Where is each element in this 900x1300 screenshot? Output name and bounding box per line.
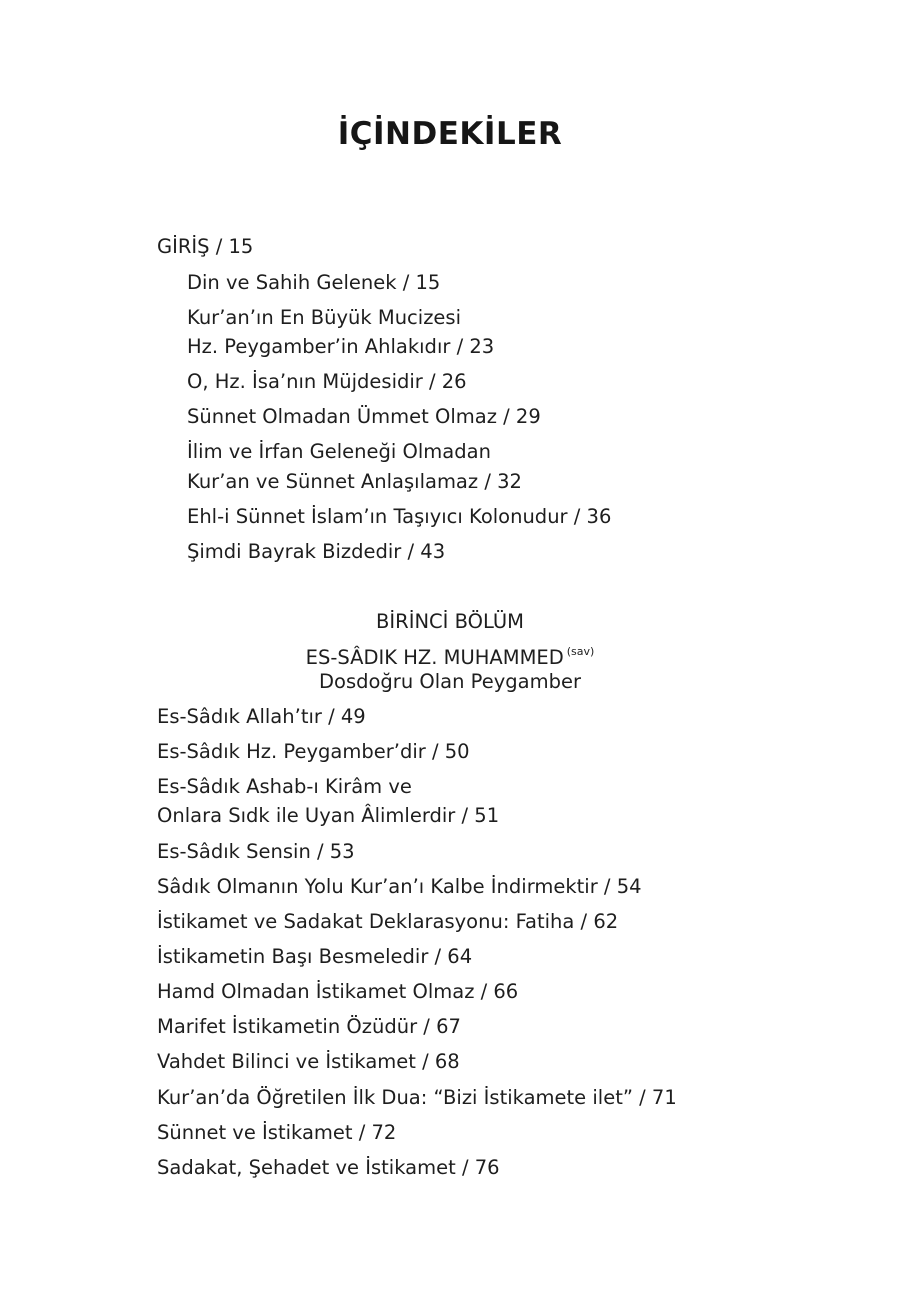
toc-item: Hz. Peygamber’in Ahlakıdır / 23 — [187, 335, 495, 358]
toc-item: O, Hz. İsa’nın Müjdesidir / 26 — [187, 370, 467, 393]
toc-item: Sâdık Olmanın Yolu Kur’an’ı Kalbe İndirmektir / 54 — [157, 875, 642, 898]
part-subtitle: Dosdoğru Olan Peygamber — [319, 670, 581, 693]
toc-item: Es-Sâdık Hz. Peygamber’dir / 50 — [157, 740, 470, 763]
toc-item: Şimdi Bayrak Bizdedir / 43 — [187, 540, 446, 563]
toc-item: İstikametin Başı Besmeledir / 64 — [157, 945, 473, 968]
toc-item: Kur’an’da Öğretilen İlk Dua: “Bizi İstikamete ilet” / 71 — [157, 1086, 677, 1109]
part-title-superscript: (sav) — [566, 645, 595, 658]
toc-item: Marifet İstikametin Özüdür / 67 — [157, 1015, 461, 1038]
toc-item: Din ve Sahih Gelenek / 15 — [187, 271, 441, 294]
toc-item: Es-Sâdık Allah’tır / 49 — [157, 705, 366, 728]
toc-item: Onlara Sıdk ile Uyan Âlimlerdir / 51 — [157, 804, 500, 827]
toc-item: Es-Sâdık Ashab-ı Kirâm ve — [157, 775, 412, 798]
part-label: BİRİNCİ BÖLÜM — [376, 610, 524, 633]
toc-item: Hamd Olmadan İstikamet Olmaz / 66 — [157, 980, 519, 1003]
toc-item: Kur’an ve Sünnet Anlaşılamaz / 32 — [187, 470, 522, 493]
toc-item: Vahdet Bilinci ve İstikamet / 68 — [157, 1050, 460, 1073]
toc-item: İlim ve İrfan Geleneği Olmadan — [187, 440, 491, 463]
part-title-text: ES-SÂDIK HZ. MUHAMMED — [305, 646, 564, 669]
toc-item: Ehl-i Sünnet İslam’ın Taşıyıcı Kolonudur / 36 — [187, 505, 612, 528]
toc-item: İstikamet ve Sadakat Deklarasyonu: Fatiha / 62 — [157, 910, 619, 933]
toc-heading-intro: GİRİŞ / 15 — [157, 235, 254, 258]
page-title: İÇİNDEKİLER — [337, 116, 563, 152]
toc-item: Kur’an’ın En Büyük Mucizesi — [187, 306, 462, 329]
toc-item: Sünnet ve İstikamet / 72 — [157, 1121, 397, 1144]
toc-item: Sadakat, Şehadet ve İstikamet / 76 — [157, 1156, 500, 1179]
toc-item: Sünnet Olmadan Ümmet Olmaz / 29 — [187, 405, 541, 428]
toc-item: Es-Sâdık Sensin / 53 — [157, 840, 355, 863]
